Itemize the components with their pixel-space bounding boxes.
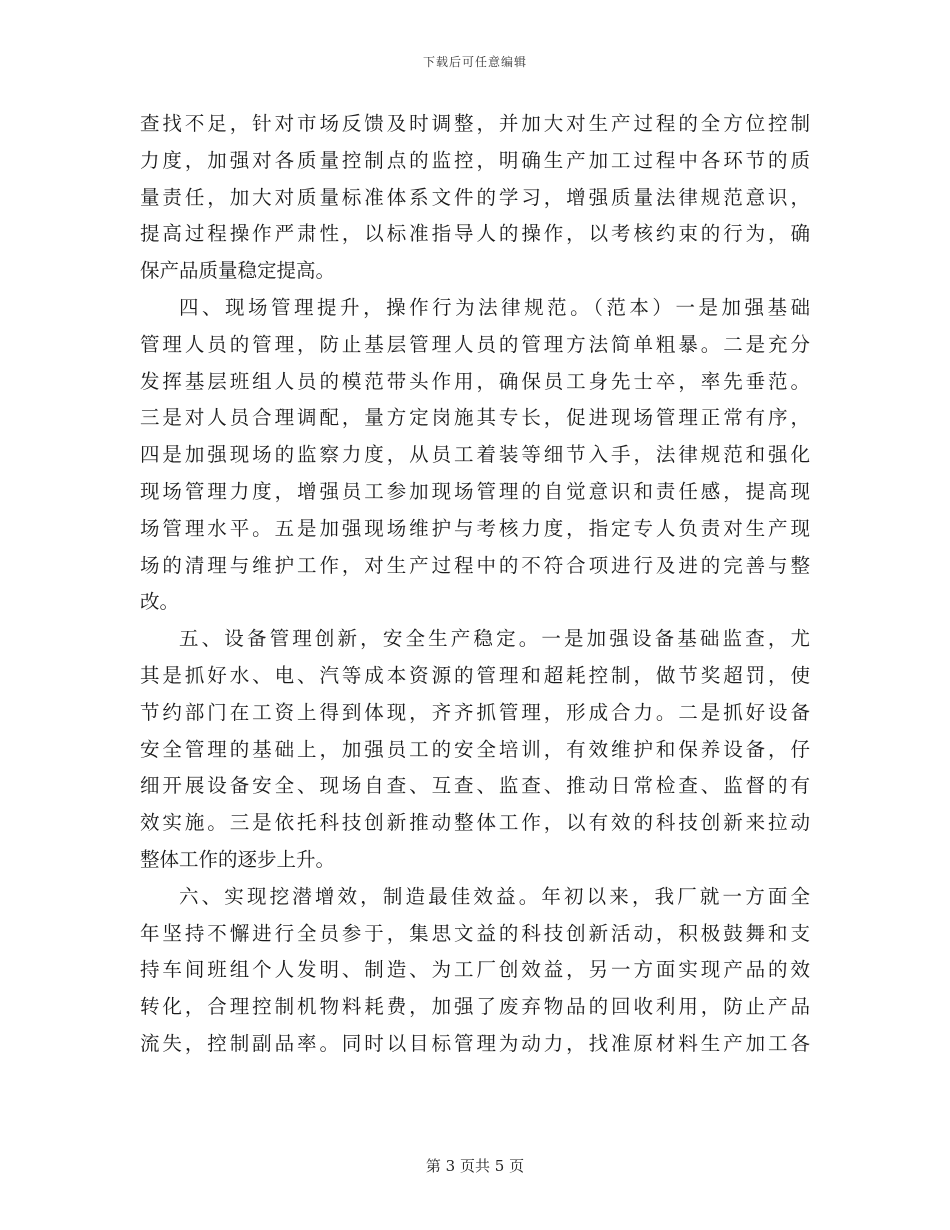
- text-line: 场管理水平。五是加强现场维护与考核力度，指定专人负责对生产现: [140, 516, 810, 540]
- section-heading-line: 五、设备管理创新，安全生产稳定。一是加强设备基础监查，尤: [179, 627, 810, 651]
- text-line: 场的清理与维护工作，对生产过程中的不符合项进行及进的完善与整: [140, 553, 810, 577]
- text-line: 效实施。三是依托科技创新推动整体工作，以有效的科技创新来拉动: [140, 811, 810, 835]
- section-heading-line: 四、现场管理提升，操作行为法律规范。（范本）一是加强基础: [179, 295, 810, 319]
- document-body: [140, 106, 810, 1063]
- text-line: 改。: [140, 590, 180, 614]
- section-heading-line: 六、实现挖潜增效，制造最佳效益。年初以来，我厂就一方面全: [179, 884, 810, 908]
- text-line: 安全管理的基础上，加强员工的安全培训，有效维护和保养设备，仔: [140, 737, 810, 761]
- text-line: 年坚持不懈进行全员参于，集思文益的科技创新活动，积极鼓舞和支: [140, 921, 810, 945]
- text-line: 力度，加强对各质量控制点的监控，明确生产加工过程中各环节的质: [140, 148, 810, 172]
- text-line: 持车间班组个人发明、制造、为工厂创效益，另一方面实现产品的效: [140, 958, 810, 982]
- text-line: 四是加强现场的监察力度，从员工着装等细节入手，法律规范和强化: [140, 443, 810, 467]
- text-line: 其是抓好水、电、汽等成本资源的管理和超耗控制，做节奖超罚，使: [140, 663, 810, 687]
- text-line: 现场管理力度，增强员工参加现场管理的自觉意识和责任感，提高现: [140, 479, 810, 503]
- page-number: 第 3 页共 5 页: [425, 1157, 525, 1175]
- text-line: 发挥基层班组人员的模范带头作用，确保员工身先士卒，率先垂范。: [140, 369, 810, 393]
- text-line: 保产品质量稳定提高。: [140, 259, 336, 283]
- text-line: 提高过程操作严肃性，以标准指导人的操作，以考核约束的行为，确: [140, 222, 810, 246]
- page-header-note: 下载后可任意编辑: [422, 55, 527, 69]
- text-line: 节约部门在工资上得到体现，齐齐抓管理，形成合力。二是抓好设备: [140, 700, 810, 724]
- text-line: 管理人员的管理，防止基层管理人员的管理方法简单粗暴。二是充分: [140, 332, 810, 356]
- text-line: 三是对人员合理调配，量方定岗施其专长，促进现场管理正常有序，: [140, 406, 810, 430]
- text-line: 流失，控制副品率。同时以目标管理为动力，找准原材料生产加工各: [140, 1031, 810, 1055]
- text-line: 查找不足，针对市场反馈及时调整，并加大对生产过程的全方位控制: [140, 112, 810, 135]
- text-line: 整体工作的逐步上升。: [140, 847, 336, 871]
- text-line: 细开展设备安全、现场自查、互查、监查、推动日常检查、监督的有: [140, 774, 810, 798]
- text-line: 转化，合理控制机物料耗费，加强了废弃物品的回收利用，防止产品: [140, 995, 810, 1019]
- text-line: 量责任，加大对质量标准体系文件的学习，增强质量法律规范意识，: [140, 185, 810, 209]
